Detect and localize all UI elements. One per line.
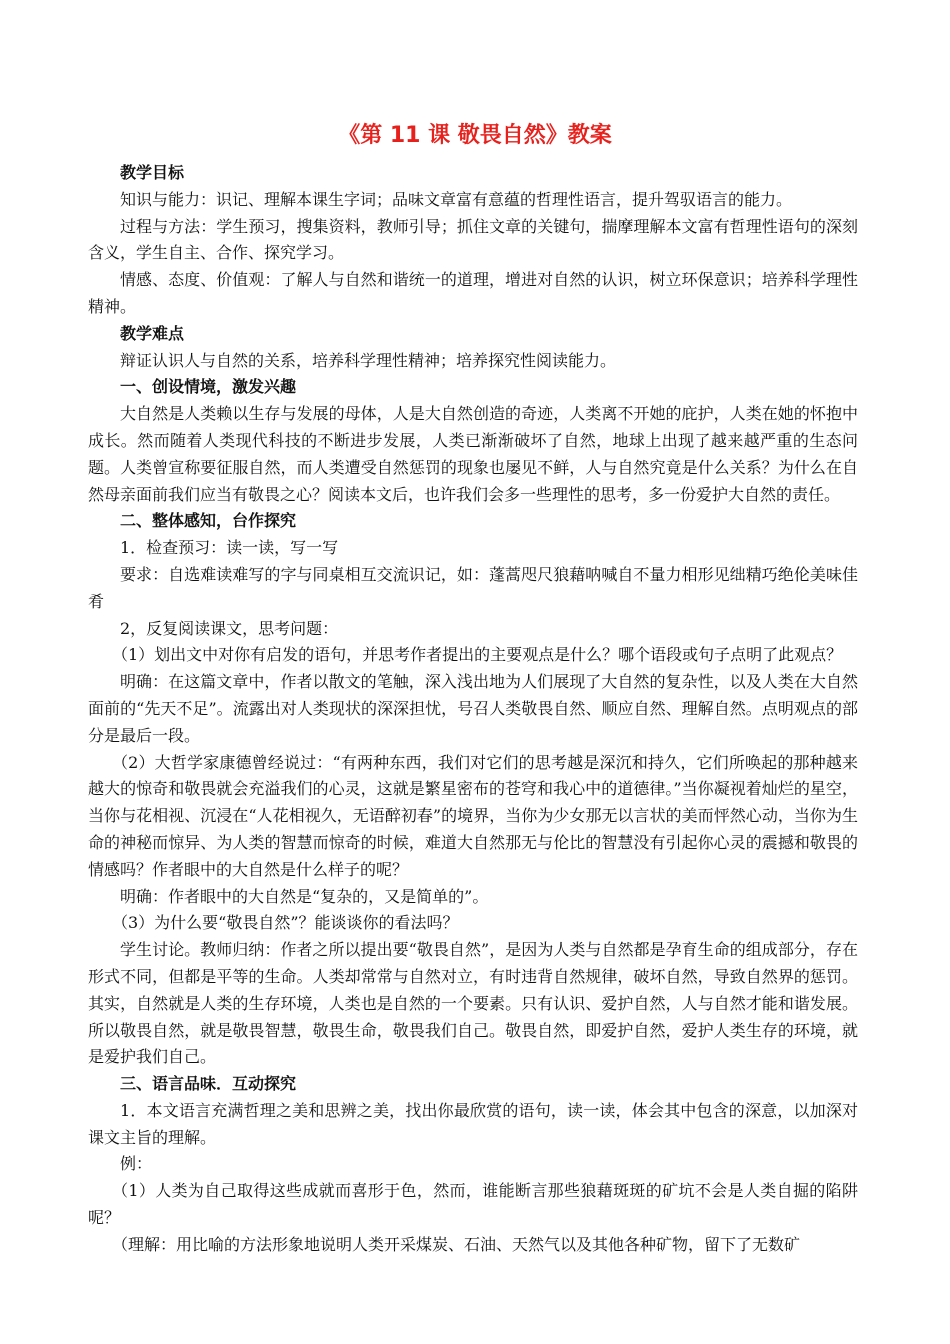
paragraph: 1．检查预习：读一读，写一写 (120, 538, 339, 558)
section-heading: 教学目标 (120, 163, 185, 182)
paragraph: 学生讨论。教师归纳：作者之所以提出要“敬畏自然”，是因为人类与自然都是孕育生命的组成部分，存在形式不同，但都是平等的生命。人类却常常与自然对立，有时违背自然规律，破坏自然，导致自然界的惩罚。其实，自然就是人类的生存环境，人类也是自然的一个要素。只有认识、爱护自然，人与自然才能和谐发展。所以敬畏自然，就是敬畏智慧，敬畏生命，敬畏我们自己。敬畏自然，即爱护自然，爱护人类生存的环境，就是爱护我们自己。 (88, 940, 858, 1067)
paragraph: （3）为什么要“敬畏自然”？能谈谈你的看法吗？ (112, 913, 459, 933)
paragraph: 1．本文语言充满哲理之美和思辨之美，找出你最欣赏的语句，读一读，体会其中包含的深意，以加深对课文主旨的理解。 (88, 1100, 858, 1147)
paragraph: （1）人类为自己取得这些成就而喜形于色，然而，谁能断言那些狼藉斑斑的矿坑不会是人类自掘的陷阱呢？ (88, 1181, 858, 1228)
paragraph: 辩证认识人与自然的关系，培养科学理性精神；培养探究性阅读能力。 (120, 350, 617, 370)
paragraph: 大自然是人类赖以生存与发展的母体，人是大自然创造的奇迹，人类离不开她的庇护，人类在她的怀抱中成长。然而随着人类现代科技的不断进步发展，人类已渐渐破坏了自然，地球上出现了越来越严重的生态问题。人类曾宣称要征服自然，而人类遭受自然惩罚的现象也屡见不鲜，人与自然究竟是什么关系？为什么在自然母亲面前我们应当有敬畏之心？阅读本文后，也许我们会多一些理性的思考，多一份爱护大自然的责任。 (88, 404, 858, 504)
paragraph: （2）大哲学家康德曾经说过：“有两种东西，我们对它们的思考越是深沉和持久，它们所唤起的那种越来越大的惊奇和敬畏就会充溢我们的心灵，这就是繁星密布的苍穹和我心中的道德律。”当你凝视着灿烂的星空，当你与花相视、沉浸在“人花相视久，无语醉初春”的境界，当你为少女那无以言状的美而怦然心动，当你为生命的神秘而惊异、为人类的智慧而惊奇的时候，难道大自然那无与伦比的智慧没有引起你心灵的震撼和敬畏的情感吗？作者眼中的大自然是什么样子的呢？ (88, 752, 858, 879)
paragraph: 明确：作者眼中的大自然是“复杂的，又是简单的”。 (120, 886, 489, 906)
paragraph: （理解：用比喻的方法形象地说明人类开采煤炭、石油、天然气以及其他各种矿物，留下了无数矿 (112, 1234, 801, 1254)
paragraph: 情感、态度、价值观：了解人与自然和谐统一的道理，增进对自然的认识，树立环保意识；培养科学理性精神。 (88, 270, 858, 316)
section-heading: 二、整体感知，台作探究 (120, 511, 297, 531)
paragraph: 过程与方法：学生预习，搜集资料，教师引导；抓住文章的关键句，揣摩理解本文富有哲理性语句的深刻含义，学生自主、合作、探究学习。 (88, 216, 858, 263)
document-body (88, 160, 858, 1259)
document-title: 《第 11 课 敬畏自然》教案 (338, 123, 612, 148)
section-heading: 三、语言品味．互动探究 (120, 1074, 297, 1094)
paragraph: 要求：自选难读难写的字与同桌相互交流识记，如：蓬蒿咫尺狼藉呐喊自不量力相形见绌精巧绝伦美味佳肴 (88, 564, 858, 611)
paragraph: 2，反复阅读课文，思考问题： (120, 618, 339, 638)
paragraph: 例： (120, 1154, 153, 1174)
paragraph: 明确：在这篇文章中，作者以散文的笔触，深入浅出地为人们展现了大自然的复杂性，以及人类在大自然面前的“先天不足”。流露出对人类现状的深深担忧，号召人类敬畏自然、顺应自然、理解自然。点明观点的部分是最后一段。 (88, 672, 858, 745)
section-heading: 一、创设情境，激发兴趣 (120, 377, 297, 397)
paragraph: （1）划出文中对你有启发的语句，并思考作者提出的主要观点是什么？哪个语段或句子点明了此观点？ (112, 645, 843, 665)
paragraph: 知识与能力：识记、理解本课生字词；品味文章富有意蕴的哲理性语言，提升驾驭语言的能力。 (120, 189, 793, 209)
section-heading: 教学难点 (120, 323, 185, 343)
